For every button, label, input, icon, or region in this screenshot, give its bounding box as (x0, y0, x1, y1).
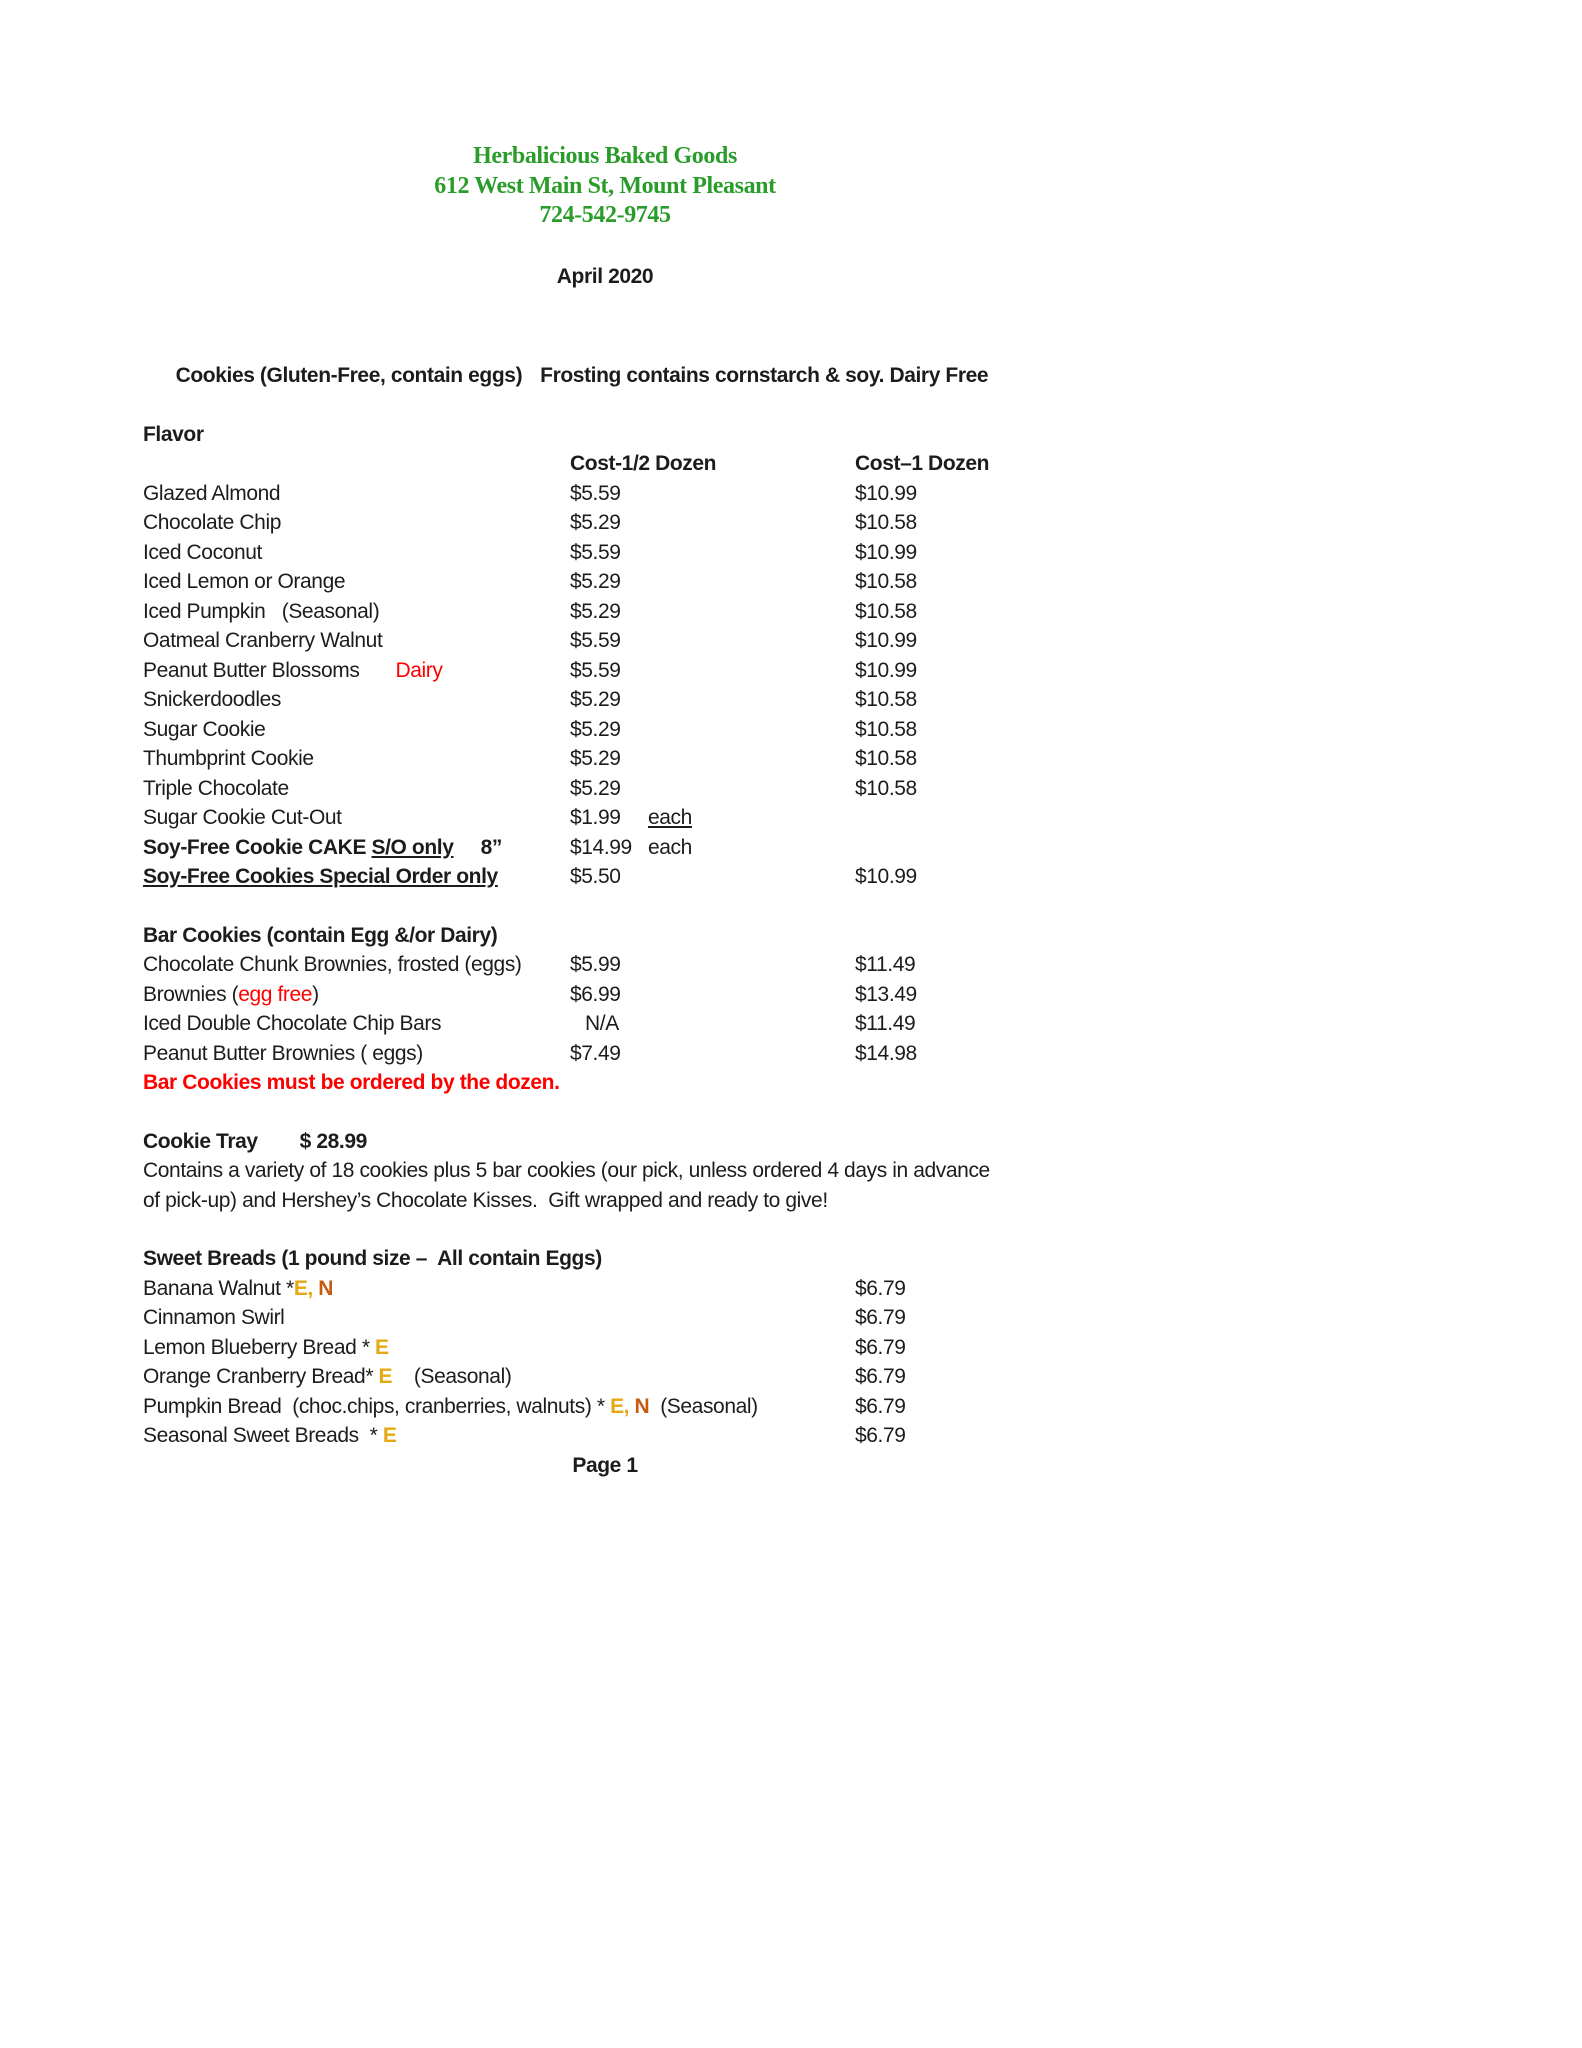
item-price: $6.79 (855, 1365, 906, 1388)
menu-row (143, 1009, 1067, 1039)
item-price-half-dozen: $5.99 (570, 953, 621, 976)
menu-row (143, 1274, 1067, 1304)
business-phone: 724-542-9745 (539, 202, 671, 228)
menu-date: April 2020 (556, 264, 654, 288)
item-name: Iced Lemon or Orange (143, 570, 346, 593)
item-name: Soy-Free Cookie CAKE S/O only 8” (143, 835, 503, 859)
item-price-half-dozen: $5.59 (570, 658, 621, 682)
business-header (143, 142, 1067, 231)
item-name: Orange Cranberry Bread* E (Seasonal) (143, 1365, 512, 1388)
item-price-dozen: $10.58 (855, 776, 917, 800)
item-price-dozen: $10.58 (855, 511, 917, 534)
document-content (0, 0, 1067, 1480)
item-price-half-dozen: $5.29 (570, 688, 621, 711)
item-price: $6.79 (855, 1424, 906, 1447)
item-price-dozen: $13.49 (855, 982, 917, 1006)
page-number: Page 1 (572, 1453, 638, 1477)
cookies-section-heading (143, 331, 1067, 420)
each-label: each (648, 835, 692, 859)
seasonal-note: (Seasonal) (649, 1394, 758, 1418)
egg-allergen-label: E (382, 1424, 397, 1447)
item-name: Glazed Almond (143, 481, 281, 505)
item-price-dozen: $10.99 (855, 629, 917, 652)
cookie-tray-price: $ 28.99 (299, 1129, 367, 1153)
menu-row (143, 1039, 1067, 1069)
menu-row (143, 1303, 1067, 1333)
item-name: Brownies (egg free) (143, 982, 319, 1006)
item-price-dozen: $10.58 (855, 688, 917, 711)
menu-row (143, 1333, 1067, 1363)
item-price-dozen: $10.58 (855, 717, 917, 741)
item-name: Soy-Free Cookies Special Order only (143, 865, 498, 888)
cookie-tray-line (143, 1127, 1067, 1157)
item-name: Seasonal Sweet Breads * E (143, 1424, 397, 1447)
item-price-dozen: $10.99 (855, 865, 917, 888)
item-name: Peanut Butter Brownies ( eggs) (143, 1041, 423, 1065)
item-name: Pumpkin Bread (choc.chips, cranberries, walnuts) * E, N (Seasonal) (143, 1394, 758, 1418)
item-name: Sugar Cookie (143, 717, 266, 741)
item-price-half-dozen: $6.99 (570, 982, 621, 1006)
price-column-header-row (143, 449, 1067, 479)
sweet-breads-heading: Sweet Breads (1 pound size – All contain Eggs) (143, 1247, 602, 1270)
item-price-dozen: $10.99 (855, 481, 917, 505)
menu-row (143, 803, 1067, 833)
menu-row (143, 479, 1067, 509)
frosting-note: Frosting contains cornstarch & soy. Dairy Free (540, 363, 989, 387)
item-price-half-dozen: $5.29 (570, 717, 621, 741)
item-name: Cinnamon Swirl (143, 1306, 285, 1329)
half-dozen-price-column-header: Cost-1/2 Dozen (570, 452, 717, 475)
item-price-half-dozen: $5.29 (570, 776, 621, 800)
menu-row (143, 1392, 1067, 1422)
item-name: Peanut Butter Blossoms Dairy (143, 658, 443, 682)
item-price-half-dozen: $5.59 (570, 481, 621, 505)
cake-size-label: 8” (453, 835, 503, 859)
item-name: Oatmeal Cranberry Walnut (143, 629, 383, 652)
item-price-half-dozen: $5.29 (570, 511, 621, 534)
item-price-dozen: $11.49 (855, 953, 916, 976)
item-name: Lemon Blueberry Bread * E (143, 1335, 389, 1359)
item-price-half-dozen: $5.29 (570, 599, 621, 623)
item-price: $6.79 (855, 1335, 906, 1359)
item-name: Iced Coconut (143, 540, 262, 564)
item-price-half-dozen: $5.29 (570, 747, 621, 770)
menu-row (143, 1362, 1067, 1392)
dozen-price-column-header: Cost–1 Dozen (855, 452, 990, 475)
egg-allergen-label: E, (293, 1276, 313, 1300)
cookie-tray-label: Cookie Tray (143, 1129, 258, 1153)
egg-free-note: egg free (238, 982, 313, 1006)
menu-row (143, 833, 1067, 863)
item-name: Chocolate Chunk Brownies, frosted (eggs) (143, 953, 522, 976)
item-name: Banana Walnut *E, N (143, 1276, 334, 1300)
egg-allergen-label: E, (610, 1394, 630, 1418)
menu-row (143, 626, 1067, 656)
menu-row (143, 1421, 1067, 1451)
item-price-half-dozen: $5.59 (570, 540, 621, 564)
egg-allergen-label: E (375, 1335, 389, 1359)
menu-row (143, 567, 1067, 597)
item-price-half-dozen: $5.59 (570, 629, 621, 652)
flavor-column-spacer (143, 449, 570, 479)
dairy-note: Dairy (395, 658, 443, 682)
item-price: $6.79 (855, 1306, 906, 1329)
egg-allergen-label: E (378, 1365, 393, 1388)
item-price-dozen: $14.98 (855, 1041, 917, 1065)
item-price-half-dozen: $5.50 (570, 865, 621, 888)
item-price-dozen: $10.99 (855, 540, 917, 564)
menu-row (143, 774, 1067, 804)
bar-cookies-heading: Bar Cookies (contain Egg &/or Dairy) (143, 923, 498, 947)
item-price-half-dozen: $7.49 (570, 1041, 621, 1065)
menu-row (143, 656, 1067, 686)
menu-row (143, 862, 1067, 892)
item-name: Iced Pumpkin (Seasonal) (143, 599, 380, 623)
nut-allergen-label: N (312, 1276, 334, 1300)
item-price-dozen: $10.58 (855, 570, 917, 593)
item-price-half-dozen: $5.29 (570, 570, 621, 593)
item-name: Iced Double Chocolate Chip Bars (143, 1012, 442, 1035)
menu-row (143, 715, 1067, 745)
menu-row (143, 744, 1067, 774)
item-price-dozen: $10.58 (855, 747, 917, 770)
item-price-dozen: $10.58 (855, 599, 917, 623)
menu-row (143, 980, 1067, 1010)
cookie-tray-description: Contains a variety of 18 cookies plus 5 bar cookies (our pick, unless ordered 4 days in advance (143, 1159, 990, 1182)
item-name: Sugar Cookie Cut-Out (143, 806, 342, 829)
menu-row (143, 538, 1067, 568)
menu-row (143, 685, 1067, 715)
item-price: $6.79 (855, 1276, 906, 1300)
item-name: Snickerdoodles (143, 688, 281, 711)
item-price-half-dozen: $1.99 each (570, 806, 692, 829)
item-name: Thumbprint Cookie (143, 747, 314, 770)
flavor-column-label: Flavor (143, 422, 204, 446)
nut-allergen-label: N (629, 1394, 650, 1418)
item-price: $6.79 (855, 1394, 906, 1418)
cookies-heading: Cookies (Gluten-Free, contain eggs) (175, 363, 523, 387)
item-price-half-dozen: N/A (585, 1012, 619, 1035)
item-name: Triple Chocolate (143, 776, 289, 800)
menu-row (143, 597, 1067, 627)
seasonal-note: (Seasonal) (392, 1365, 512, 1388)
item-price-half-dozen: $14.99 each (570, 835, 692, 859)
item-price-dozen: $10.99 (855, 658, 917, 682)
bar-cookies-notice: Bar Cookies must be ordered by the dozen. (143, 1071, 560, 1094)
special-order-label: S/O only (371, 835, 454, 859)
item-price-dozen: $11.49 (855, 1012, 916, 1035)
menu-row (143, 950, 1067, 980)
menu-row (143, 508, 1067, 538)
business-address: 612 West Main St, Mount Pleasant (434, 172, 776, 199)
business-name: Herbalicious Baked Goods (473, 143, 737, 169)
item-name: Chocolate Chip (143, 511, 281, 534)
cookie-tray-description: of pick-up) and Hershey’s Chocolate Kisses. Gift wrapped and ready to give! (143, 1188, 828, 1212)
each-label: each (648, 806, 692, 829)
